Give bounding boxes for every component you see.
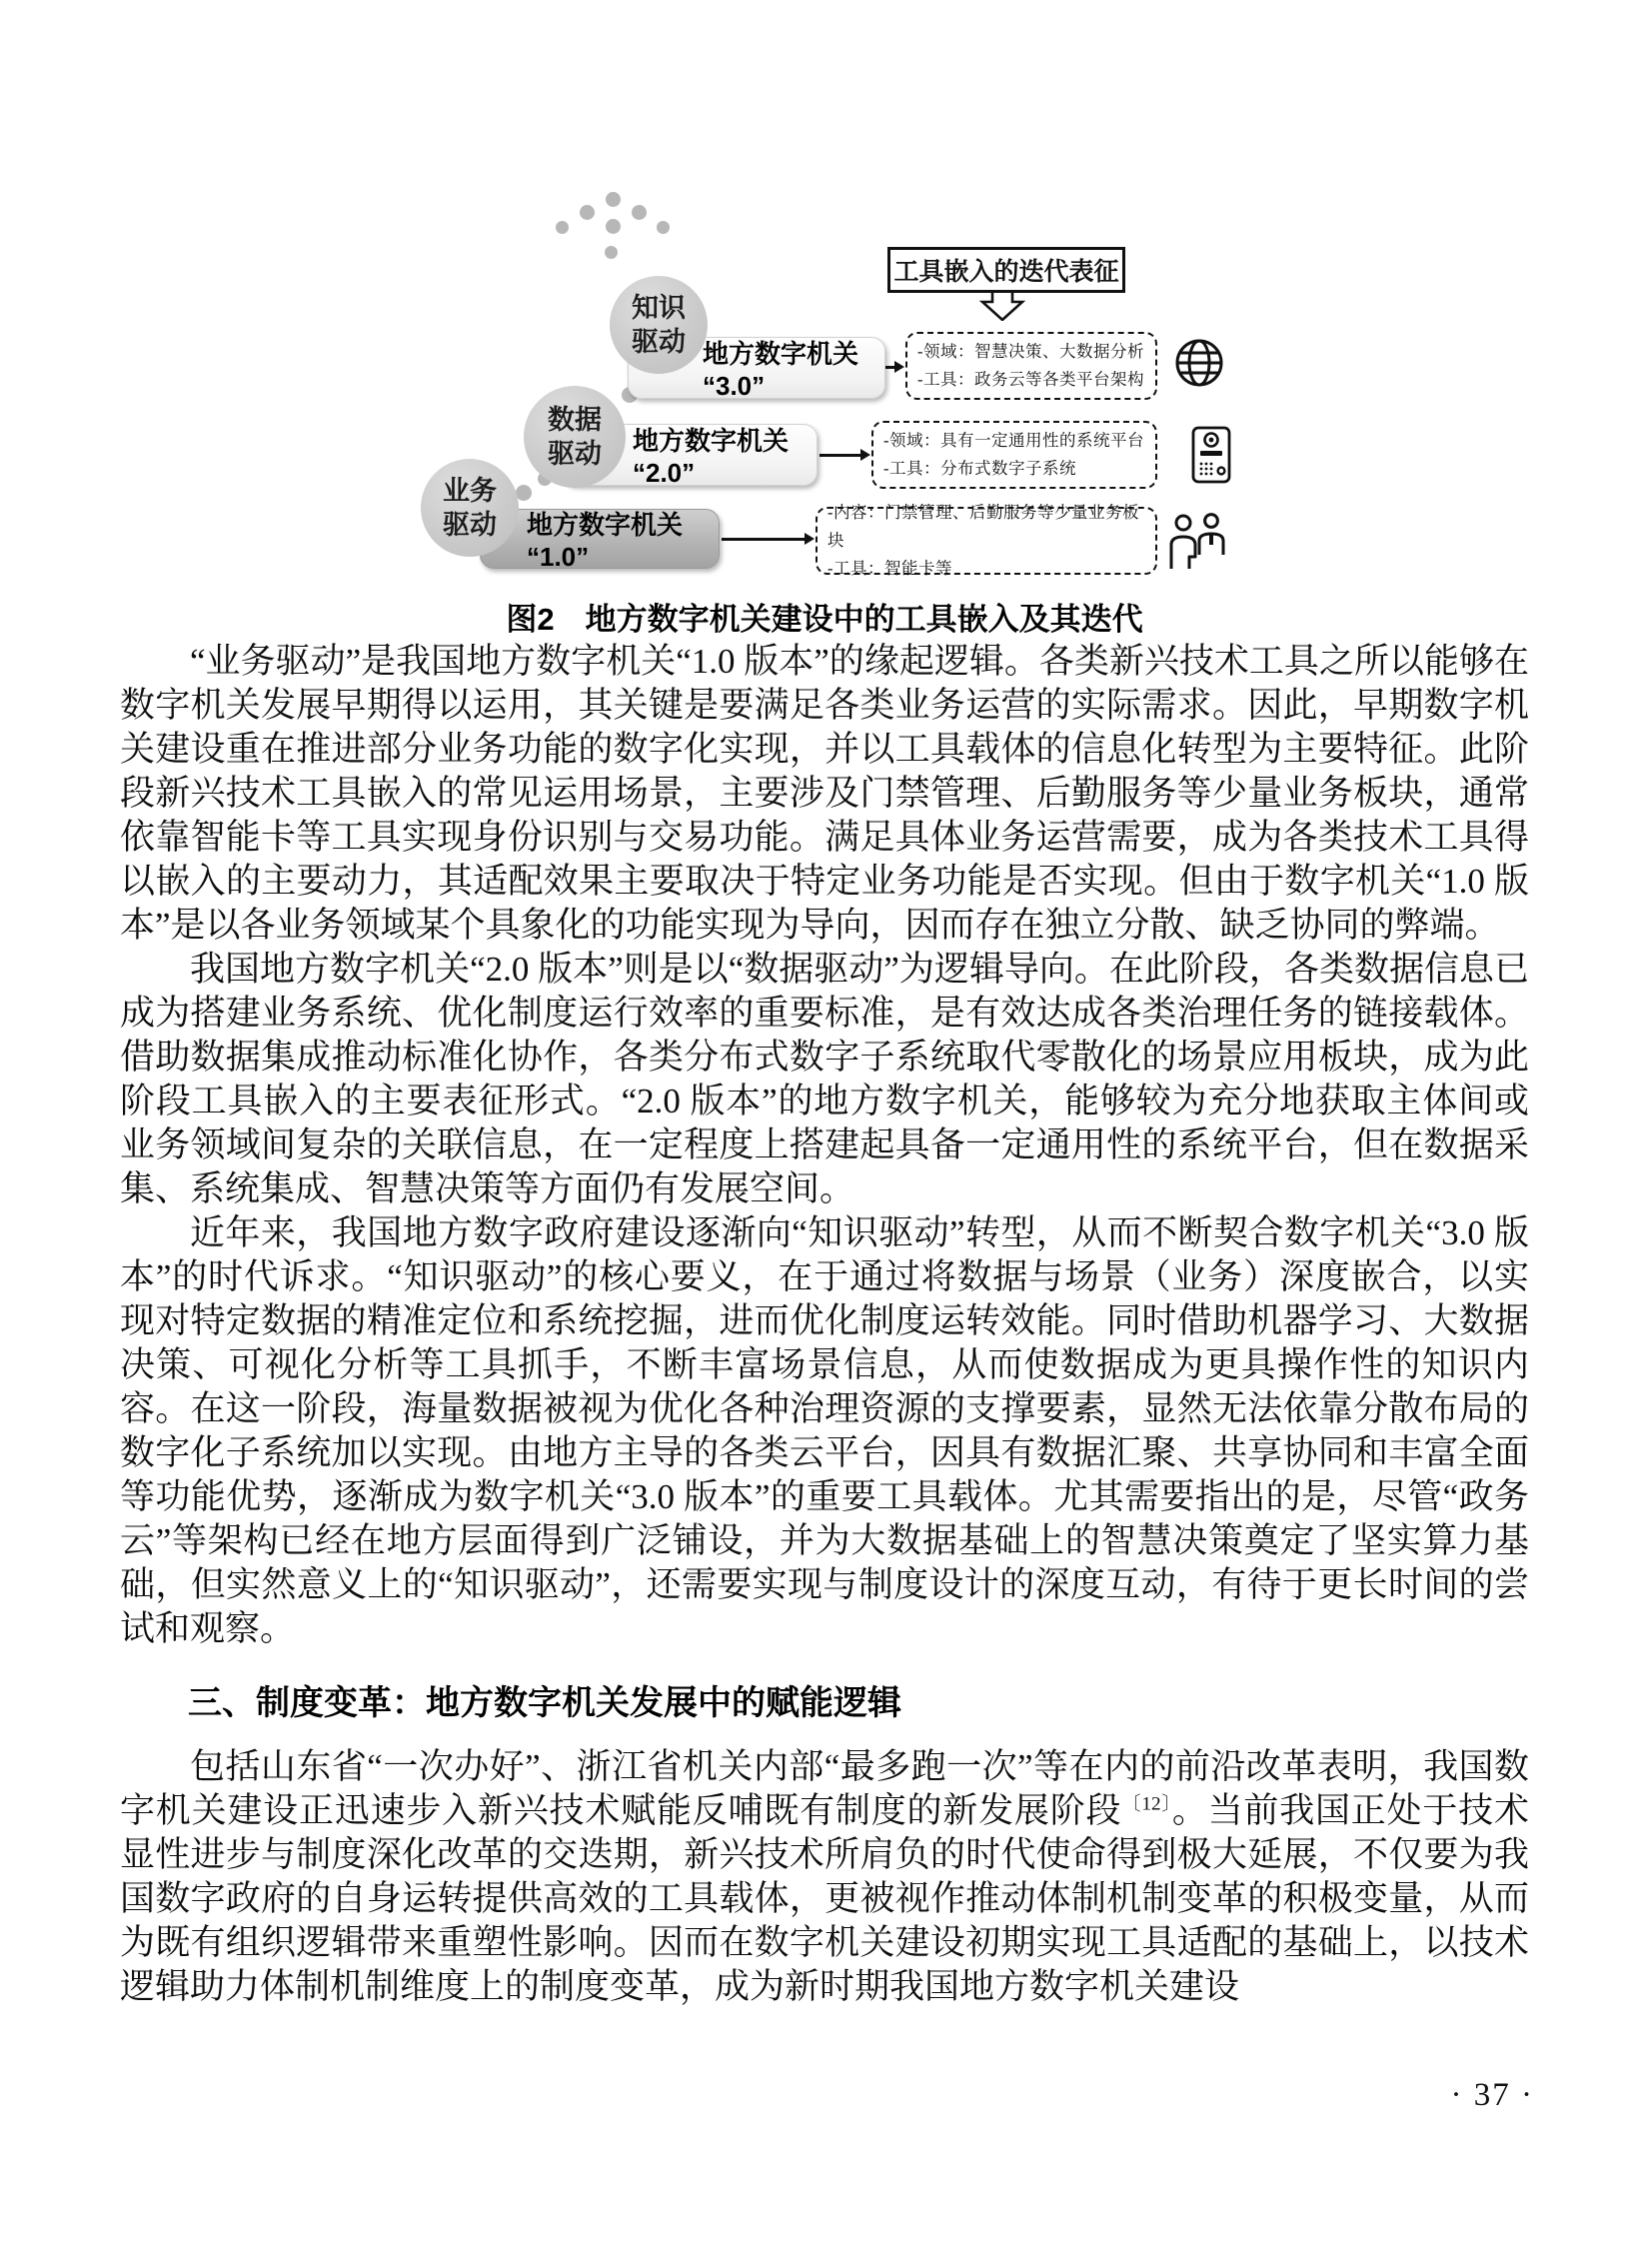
circle-label-line2: 驱动 [548,439,602,469]
paragraph [120,1745,1529,2009]
dot [605,246,618,259]
note-line: -内容：门禁管理、后勤服务等少量业务板块 [827,503,1139,550]
figure-caption: 图2 地方数字机关建设中的工具嵌入及其迭代 [506,602,1143,637]
dot [556,221,569,234]
paragraph-text: 包括山东省“一次办好”、浙江省机关内部“最多跑一次”等在内的前沿改革表明，我国数字机关建设正迅速步入新兴技术赋能反哺既有制度的新发展阶段 [120,1747,1529,1830]
bar-label: 地方数字机关“2.0” [633,426,790,488]
dot [657,221,670,234]
section-heading: 三、制度变革：地方数字机关发展中的赋能逻辑 [188,1684,901,1722]
connector-arrow-1-0 [722,538,806,541]
circle-label-line1: 业务 [443,476,497,506]
paragraph: “业务驱动”是我国地方数字机关“1.0 版本”的缘起逻辑。各类新兴技术工具之所以能够在数字机关发展早期得以运用，其关键是要满足各类业务运营的实际需求。因此，早期数字机关建设重在推进部分业务功能的数字化实现，并以工具载体的信息化转型为主要特征。此阶段新兴技术工具嵌入的常见运用场景，主要涉及门禁管理、后勤服务等少量业务板块，通常依靠智能卡等工具实现身份识别与交易功能。满足具体业务运营需要，成为各类技术工具得以嵌入的主要动力，其适配效果主要取决于特定业务功能是否实现。但由于数字机关“1.0 版本”是以各业务领域某个具象化的功能实现为导向，因而存在独立分散、缺乏协同的弊端。 [120,642,1529,945]
dot [632,205,647,220]
globe-icon [1173,337,1225,389]
people-icon [1167,511,1229,571]
note-line: -工具：分布式数字子系统 [883,459,1076,478]
connector-arrow-2-0 [820,454,861,457]
note-line: -工具：智能卡等 [827,559,952,578]
paragraph: 我国地方数字机关“2.0 版本”则是以“数据驱动”为逻辑导向。在此阶段，各类数据信息已成为搭建业务系统、优化制度运行效率的重要标准，是有效达成各类治理任务的链接载体。借助数据集成推动标准化协作，各类分布式数字子系统取代零散化的场景应用板块，成为此阶段工具嵌入的主要表征形式。“2.0 版本”的地方数字机关，能够较为充分地获取主体间或业务领域间复杂的关联信息，在一定程度上搭建起具备一定通用性的系统平台，但在数据采集、系统集成、智慧决策等方面仍有发展空间。 [120,950,1529,1208]
dot [606,219,621,234]
circle-label-line2: 驱动 [443,510,497,540]
dot [606,192,621,207]
notebox-1-0 [816,503,1157,578]
circle-data-driven [524,386,626,488]
bar-label: 地方数字机关“1.0” [527,510,684,572]
dot [516,485,532,501]
paragraph-text: 。当前我国正处于技术显性进步与制度深化改革的交迭期，新兴技术所肩负的时代使命得到极大延展，不仅要为我国数字政府的自身运转提供高效的工具载体，更被视作推动体制机制变革的积极变量，从而为既有组织逻辑带来重塑性影响。因而在数字机关建设初期实现工具适配的基础上，以技术逻辑助力体制机制维度上的制度变革，成为新时期我国地方数字机关建设 [120,1791,1529,2006]
note-line: -领域：具有一定通用性的系统平台 [883,431,1144,450]
bar-label: 地方数字机关“3.0” [703,339,859,401]
note-line: -领域：智慧决策、大数据分析 [917,342,1144,361]
paragraph: 近年来，我国地方数字政府建设逐渐向“知识驱动”转型，从而不断契合数字机关“3.0 版本”的时代诉求。“知识驱动”的核心要义，在于通过将数据与场景（业务）深度嵌合，以实现对特定数据的精准定位和系统挖掘，进而优化制度运转效能。同时借助机器学习、大数据决策、可视化分析等工具抓手，不断丰富场景信息，从而使数据成为更具操作性的知识内容。在这一阶段，海量数据被视为优化各种治理资源的支撑要素，显然无法依靠分散布局的数字化子系统加以实现。由地方主导的各类云平台，因具有数据汇聚、共享协同和丰富全面等功能优势，逐渐成为数字机关“3.0 版本”的重要工具载体。尤其需要指出的是，尽管“政务云”等架构已经在地方层面得到广泛铺设，并为大数据基础上的智慧决策奠定了坚实算力基础，但实然意义上的“知识驱动”，还需要实现与制度设计的深度互动，有待于更长时间的尝试和观察。 [120,1213,1529,1648]
notebox-2-0 [871,421,1157,489]
circle-label-line1: 数据 [548,405,602,435]
circle-label-line1: 知识 [632,293,686,323]
circle-label-line2: 驱动 [632,327,686,357]
figure-2-diagram [0,0,1652,640]
page-number: · 37 · [1450,2077,1534,2113]
dot [580,205,595,220]
figure-title-box [887,247,1125,293]
figure-title-text: 工具嵌入的迭代表征 [893,258,1119,286]
citation-superscript: 〔12〕 [1121,1793,1172,1815]
circle-business-driven [421,459,519,557]
notebox-3-0 [905,332,1157,400]
hollow-down-arrow-icon [979,289,1025,321]
intercom-icon [1189,426,1233,484]
note-line: -工具：政务云等各类平台架构 [917,370,1144,389]
article-body [120,640,1529,2009]
circle-knowledge-driven [610,276,708,374]
